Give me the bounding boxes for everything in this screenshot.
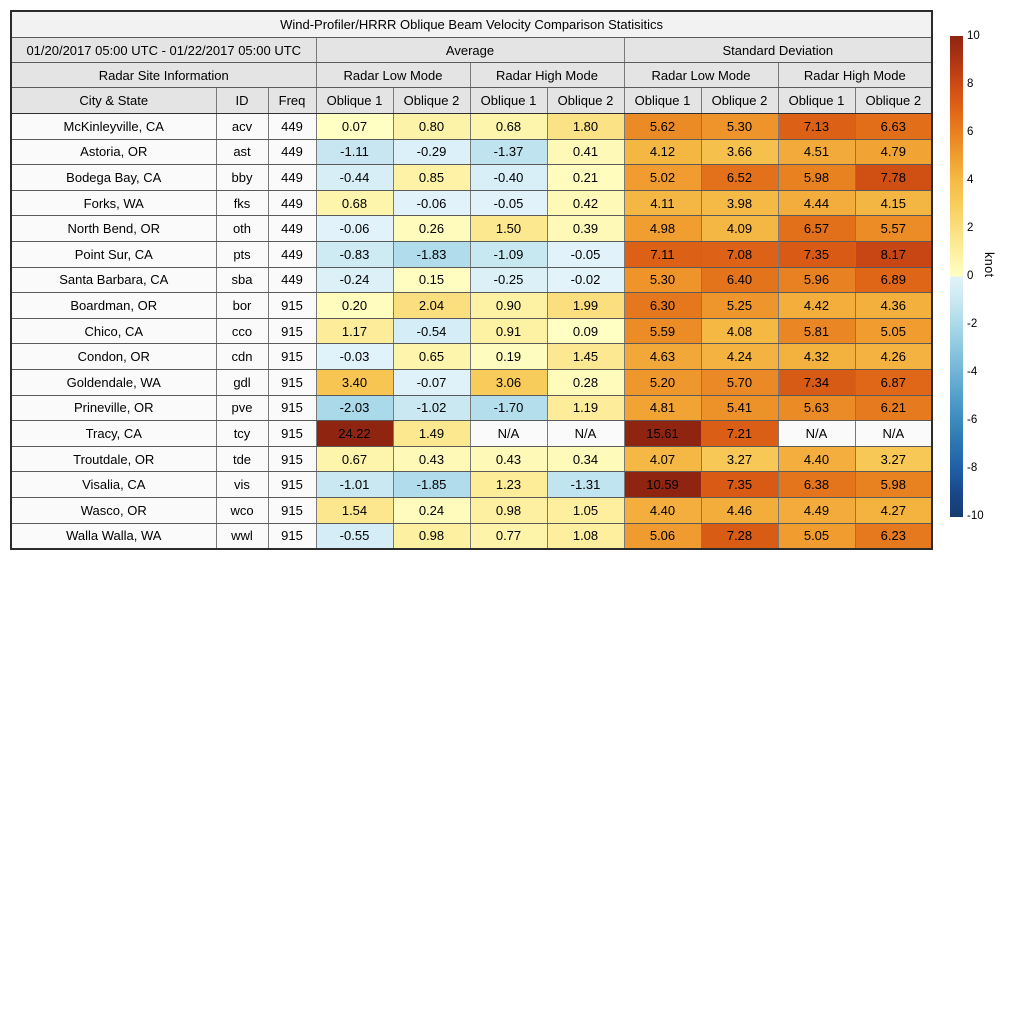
value-cell: 5.63 (778, 395, 855, 421)
value-cell: -1.70 (470, 395, 547, 421)
city-cell: Santa Barbara, CA (11, 267, 216, 293)
value-cell: 6.23 (855, 523, 932, 549)
city-cell: Tracy, CA (11, 421, 216, 447)
value-cell: -0.05 (547, 241, 624, 267)
value-cell: -1.83 (393, 241, 470, 267)
colorbar-tick-label: 10 (967, 30, 980, 42)
std-low-mode-header: Radar Low Mode (624, 63, 778, 88)
table-row (11, 446, 932, 472)
value-cell: -0.03 (316, 344, 393, 370)
value-cell: -0.44 (316, 165, 393, 191)
value-cell: 1.19 (547, 395, 624, 421)
value-cell: 4.42 (778, 293, 855, 319)
value-cell: -0.40 (470, 165, 547, 191)
value-cell: 6.21 (855, 395, 932, 421)
id-cell: vis (216, 472, 268, 498)
city-cell: Bodega Bay, CA (11, 165, 216, 191)
freq-cell: 915 (268, 318, 316, 344)
table-row (11, 293, 932, 319)
value-cell: 4.26 (855, 344, 932, 370)
value-cell: 0.09 (547, 318, 624, 344)
value-cell: 0.98 (393, 523, 470, 549)
colorbar-tick-label: -4 (967, 366, 978, 378)
table-row (11, 190, 932, 216)
city-cell: Wasco, OR (11, 497, 216, 523)
id-cell: wwl (216, 523, 268, 549)
id-cell: cdn (216, 344, 268, 370)
value-cell: 0.42 (547, 190, 624, 216)
colorbar-tick-label: 0 (967, 270, 974, 282)
value-cell: -1.37 (470, 139, 547, 165)
value-cell: -0.25 (470, 267, 547, 293)
value-cell: 1.17 (316, 318, 393, 344)
value-cell: -0.29 (393, 139, 470, 165)
value-cell: 3.27 (855, 446, 932, 472)
value-cell: 0.98 (470, 497, 547, 523)
value-cell: 5.96 (778, 267, 855, 293)
value-cell: 6.52 (701, 165, 778, 191)
value-cell: 5.05 (778, 523, 855, 549)
freq-cell: 915 (268, 293, 316, 319)
value-cell: 0.91 (470, 318, 547, 344)
value-cell: 4.15 (855, 190, 932, 216)
colorbar-tick-label: -10 (967, 510, 984, 522)
value-cell: N/A (778, 421, 855, 447)
value-cell: 6.57 (778, 216, 855, 242)
value-cell: 6.30 (624, 293, 701, 319)
value-cell: 5.81 (778, 318, 855, 344)
value-cell: 0.39 (547, 216, 624, 242)
value-cell: 7.13 (778, 114, 855, 140)
value-cell: 0.15 (393, 267, 470, 293)
table-row (11, 318, 932, 344)
value-cell: 24.22 (316, 421, 393, 447)
col-oblique2: Oblique 2 (855, 88, 932, 114)
value-cell: 4.12 (624, 139, 701, 165)
mode-row (11, 63, 932, 88)
value-cell: 6.87 (855, 369, 932, 395)
col-freq: Freq (268, 88, 316, 114)
value-cell: 7.08 (701, 241, 778, 267)
site-info-header: Radar Site Information (11, 63, 316, 88)
value-cell: -0.07 (393, 369, 470, 395)
city-cell: Condon, OR (11, 344, 216, 370)
value-cell: 5.57 (855, 216, 932, 242)
value-cell: 1.45 (547, 344, 624, 370)
freq-cell: 915 (268, 523, 316, 549)
id-cell: gdl (216, 369, 268, 395)
value-cell: -1.09 (470, 241, 547, 267)
id-cell: tcy (216, 421, 268, 447)
city-cell: Chico, CA (11, 318, 216, 344)
freq-cell: 915 (268, 421, 316, 447)
value-cell: -0.55 (316, 523, 393, 549)
value-cell: 4.07 (624, 446, 701, 472)
value-cell: 7.35 (778, 241, 855, 267)
value-cell: 4.51 (778, 139, 855, 165)
col-id: ID (216, 88, 268, 114)
value-cell: 5.05 (855, 318, 932, 344)
value-cell: 4.81 (624, 395, 701, 421)
table-row (11, 472, 932, 498)
value-cell: 0.41 (547, 139, 624, 165)
value-cell: 7.78 (855, 165, 932, 191)
value-cell: 5.59 (624, 318, 701, 344)
value-cell: 4.40 (778, 446, 855, 472)
column-header-row (11, 88, 932, 114)
value-cell: 4.79 (855, 139, 932, 165)
value-cell: 10.59 (624, 472, 701, 498)
value-cell: 0.34 (547, 446, 624, 472)
std-high-mode-header: Radar High Mode (778, 63, 932, 88)
value-cell: 3.98 (701, 190, 778, 216)
value-cell: 4.44 (778, 190, 855, 216)
colorbar-unit-label: knot (982, 252, 996, 278)
freq-cell: 449 (268, 267, 316, 293)
city-cell: Point Sur, CA (11, 241, 216, 267)
value-cell: 4.11 (624, 190, 701, 216)
value-cell: 0.67 (316, 446, 393, 472)
value-cell: 1.99 (547, 293, 624, 319)
city-cell: Goldendale, WA (11, 369, 216, 395)
colorbar-tick-label: 6 (967, 126, 974, 138)
id-cell: oth (216, 216, 268, 242)
value-cell: 5.25 (701, 293, 778, 319)
table-row (11, 216, 932, 242)
col-city-state: City & State (11, 88, 216, 114)
col-oblique1: Oblique 1 (624, 88, 701, 114)
value-cell: 7.28 (701, 523, 778, 549)
freq-cell: 915 (268, 395, 316, 421)
value-cell: 6.38 (778, 472, 855, 498)
value-cell: 0.68 (316, 190, 393, 216)
value-cell: 7.11 (624, 241, 701, 267)
value-cell: 0.26 (393, 216, 470, 242)
id-cell: pve (216, 395, 268, 421)
stats-table (10, 10, 933, 550)
table-row (11, 395, 932, 421)
freq-cell: 449 (268, 190, 316, 216)
value-cell: 0.20 (316, 293, 393, 319)
value-cell: -0.05 (470, 190, 547, 216)
city-cell: Troutdale, OR (11, 446, 216, 472)
value-cell: -0.24 (316, 267, 393, 293)
value-cell: 4.24 (701, 344, 778, 370)
id-cell: pts (216, 241, 268, 267)
date-range: 01/20/2017 05:00 UTC - 01/22/2017 05:00 UTC (11, 38, 316, 63)
value-cell: 8.17 (855, 241, 932, 267)
value-cell: -0.06 (316, 216, 393, 242)
value-cell: 0.19 (470, 344, 547, 370)
freq-cell: 449 (268, 139, 316, 165)
value-cell: 0.43 (393, 446, 470, 472)
value-cell: 15.61 (624, 421, 701, 447)
value-cell: -0.06 (393, 190, 470, 216)
table-row (11, 165, 932, 191)
value-cell: 4.63 (624, 344, 701, 370)
value-cell: 5.06 (624, 523, 701, 549)
value-cell: -0.54 (393, 318, 470, 344)
id-cell: fks (216, 190, 268, 216)
city-cell: Walla Walla, WA (11, 523, 216, 549)
value-cell: -1.02 (393, 395, 470, 421)
value-cell: 4.08 (701, 318, 778, 344)
table-title: Wind-Profiler/HRRR Oblique Beam Velocity Comparison Statisitics (11, 11, 932, 38)
value-cell: 1.08 (547, 523, 624, 549)
value-cell: 0.65 (393, 344, 470, 370)
value-cell: 5.20 (624, 369, 701, 395)
freq-cell: 449 (268, 216, 316, 242)
value-cell: 5.98 (855, 472, 932, 498)
subheader-row (11, 38, 932, 63)
city-cell: McKinleyville, CA (11, 114, 216, 140)
value-cell: 3.06 (470, 369, 547, 395)
title-row (11, 11, 932, 38)
city-cell: Forks, WA (11, 190, 216, 216)
value-cell: -1.11 (316, 139, 393, 165)
table-row (11, 139, 932, 165)
value-cell: 4.32 (778, 344, 855, 370)
city-cell: Visalia, CA (11, 472, 216, 498)
col-oblique1: Oblique 1 (470, 88, 547, 114)
id-cell: acv (216, 114, 268, 140)
table-row (11, 369, 932, 395)
value-cell: N/A (855, 421, 932, 447)
value-cell: 2.04 (393, 293, 470, 319)
value-cell: 1.80 (547, 114, 624, 140)
value-cell: 4.40 (624, 497, 701, 523)
value-cell: 0.77 (470, 523, 547, 549)
id-cell: wco (216, 497, 268, 523)
value-cell: 0.43 (470, 446, 547, 472)
table-row (11, 267, 932, 293)
value-cell: 6.89 (855, 267, 932, 293)
id-cell: tde (216, 446, 268, 472)
value-cell: 3.66 (701, 139, 778, 165)
city-cell: North Bend, OR (11, 216, 216, 242)
city-cell: Boardman, OR (11, 293, 216, 319)
freq-cell: 449 (268, 165, 316, 191)
col-oblique2: Oblique 2 (701, 88, 778, 114)
value-cell: -0.02 (547, 267, 624, 293)
value-cell: 6.40 (701, 267, 778, 293)
value-cell: N/A (547, 421, 624, 447)
value-cell: 0.24 (393, 497, 470, 523)
value-cell: N/A (470, 421, 547, 447)
value-cell: 0.85 (393, 165, 470, 191)
value-cell: 7.35 (701, 472, 778, 498)
freq-cell: 915 (268, 497, 316, 523)
value-cell: 5.98 (778, 165, 855, 191)
value-cell: 5.41 (701, 395, 778, 421)
value-cell: 4.36 (855, 293, 932, 319)
col-oblique2: Oblique 2 (547, 88, 624, 114)
col-oblique1: Oblique 1 (778, 88, 855, 114)
city-cell: Astoria, OR (11, 139, 216, 165)
value-cell: 0.90 (470, 293, 547, 319)
group-std-dev: Standard Deviation (624, 38, 932, 63)
value-cell: 4.27 (855, 497, 932, 523)
colorbar (950, 36, 963, 517)
value-cell: 4.46 (701, 497, 778, 523)
value-cell: 4.98 (624, 216, 701, 242)
colorbar-tick-label: 2 (967, 222, 974, 234)
freq-cell: 915 (268, 446, 316, 472)
col-oblique1: Oblique 1 (316, 88, 393, 114)
city-cell: Prineville, OR (11, 395, 216, 421)
value-cell: 3.27 (701, 446, 778, 472)
id-cell: sba (216, 267, 268, 293)
table-row (11, 497, 932, 523)
colorbar-tick-label: -6 (967, 414, 978, 426)
value-cell: 0.21 (547, 165, 624, 191)
value-cell: 6.63 (855, 114, 932, 140)
value-cell: 7.34 (778, 369, 855, 395)
colorbar-tick-label: -2 (967, 318, 978, 330)
value-cell: 0.80 (393, 114, 470, 140)
freq-cell: 449 (268, 241, 316, 267)
value-cell: 4.49 (778, 497, 855, 523)
table-row (11, 421, 932, 447)
id-cell: cco (216, 318, 268, 344)
value-cell: 4.09 (701, 216, 778, 242)
table-row (11, 114, 932, 140)
value-cell: 7.21 (701, 421, 778, 447)
group-average: Average (316, 38, 624, 63)
freq-cell: 915 (268, 472, 316, 498)
table-row (11, 344, 932, 370)
value-cell: -1.01 (316, 472, 393, 498)
freq-cell: 915 (268, 344, 316, 370)
value-cell: 5.62 (624, 114, 701, 140)
value-cell: -2.03 (316, 395, 393, 421)
col-oblique2: Oblique 2 (393, 88, 470, 114)
value-cell: 0.28 (547, 369, 624, 395)
freq-cell: 449 (268, 114, 316, 140)
avg-high-mode-header: Radar High Mode (470, 63, 624, 88)
value-cell: 1.50 (470, 216, 547, 242)
table-row (11, 241, 932, 267)
value-cell: 1.54 (316, 497, 393, 523)
table-body (11, 114, 932, 549)
value-cell: 1.23 (470, 472, 547, 498)
freq-cell: 915 (268, 369, 316, 395)
value-cell: 1.49 (393, 421, 470, 447)
value-cell: 5.30 (701, 114, 778, 140)
value-cell: -1.31 (547, 472, 624, 498)
value-cell: -1.85 (393, 472, 470, 498)
table-row (11, 523, 932, 549)
colorbar-tick-label: 8 (967, 78, 974, 90)
colorbar-tick-label: -8 (967, 462, 978, 474)
value-cell: 5.02 (624, 165, 701, 191)
value-cell: 0.07 (316, 114, 393, 140)
colorbar-tick-label: 4 (967, 174, 974, 186)
id-cell: bby (216, 165, 268, 191)
id-cell: bor (216, 293, 268, 319)
value-cell: -0.83 (316, 241, 393, 267)
value-cell: 5.70 (701, 369, 778, 395)
value-cell: 1.05 (547, 497, 624, 523)
id-cell: ast (216, 139, 268, 165)
value-cell: 3.40 (316, 369, 393, 395)
value-cell: 0.68 (470, 114, 547, 140)
value-cell: 5.30 (624, 267, 701, 293)
avg-low-mode-header: Radar Low Mode (316, 63, 470, 88)
